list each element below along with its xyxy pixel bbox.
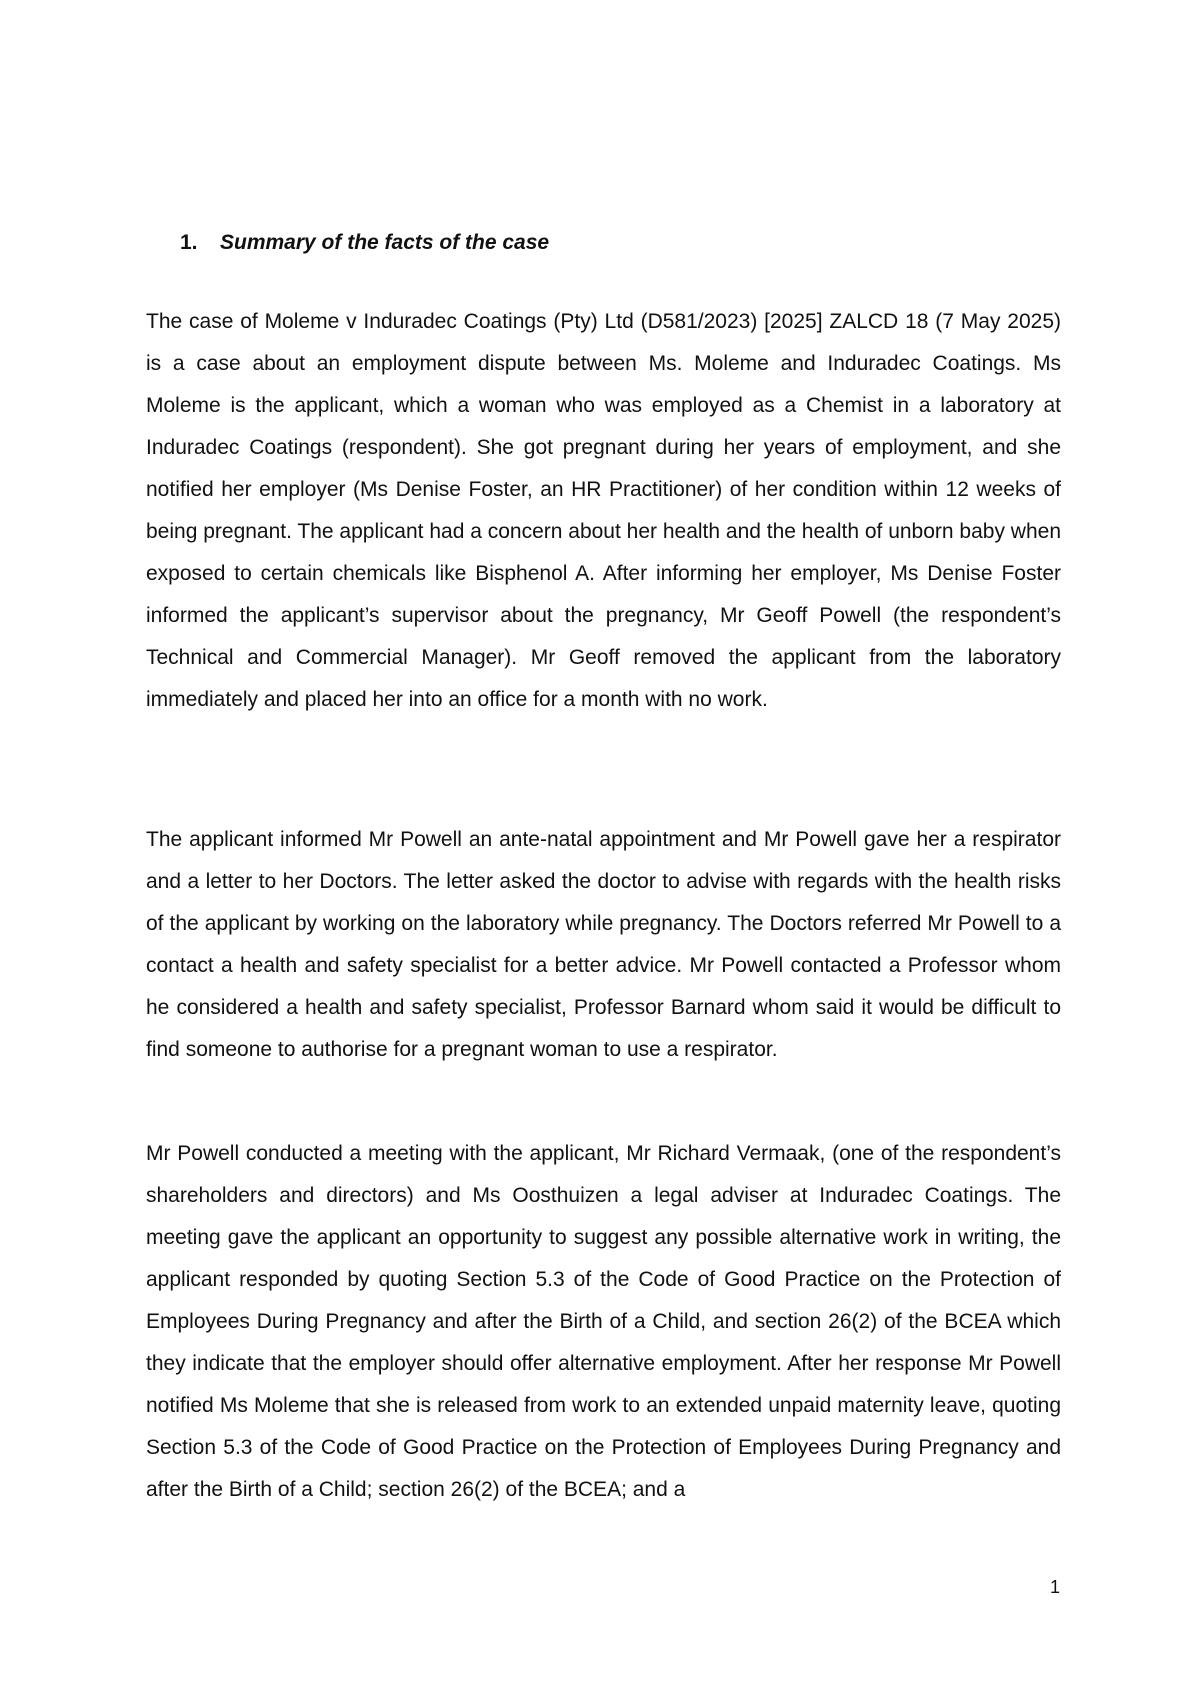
paragraph-ante-natal: The applicant informed Mr Powell an ante-natal appointment and Mr Powell gave her a respirator and a letter to her Doctors. The letter asked the doctor to advise with regards with the health risks of the applicant by working on the laboratory while pregnancy. The Doctors referred Mr Powell to a contact a health and safety specialist for a better advice. Mr Powell contacted a Professor whom he considered a health and safety specialist, Professor Barnard whom said it would be difficult to find someone to authorise for a pregnant woman to use a respirator. xyxy=(146,828,1061,1061)
section-title: Summary of the facts of the case xyxy=(220,231,550,254)
section-number: 1. xyxy=(180,231,198,254)
page-number: 1 xyxy=(1049,1577,1060,1597)
paragraph-facts: The case of Moleme v Induradec Coatings (Pty) Ltd (D581/2023) [2025] ZALCD 18 (7 May 2025) is a case about an employment dispute between Ms. Moleme and Induradec Coatings. Ms Moleme is the applicant, which a woman who was employed as a Chemist in a laboratory at Induradec Coatings (respondent). She got pregnant during her years of employment, and she notified her employer (Ms Denise Foster, an HR Practitioner) of her condition within 12 weeks of being pregnant. The applicant had a concern about her health and the health of unborn baby when exposed to certain chemicals like Bisphenol A. After informing her employer, Ms Denise Foster informed the applicant’s supervisor about the pregnancy, Mr Geoff Powell (the respondent’s Technical and Commercial Manager). Mr Geoff removed the applicant from the laboratory immediately and placed her into an office for a month with no work. xyxy=(146,310,1061,711)
paragraph-meeting: Mr Powell conducted a meeting with the applicant, Mr Richard Vermaak, (one of the respondent’s shareholders and directors) and Ms Oosthuizen a legal adviser at Induradec Coatings. The meeting gave the applicant an opportunity to suggest any possible alternative work in writing, the applicant responded by quoting Section 5.3 of the Code of Good Practice on the Protection of Employees During Pregnancy and after the Birth of a Child, and section 26(2) of the BCEA which they indicate that the employer should offer alternative employment. After her response Mr Powell notified Ms Moleme that she is released from work to an extended unpaid maternity leave, quoting Section 5.3 of the Code of Good Practice on the Protection of Employees During Pregnancy and after the Birth of a Child; section 26(2) of the BCEA; and a xyxy=(146,1142,1061,1501)
section-heading xyxy=(180,229,549,257)
